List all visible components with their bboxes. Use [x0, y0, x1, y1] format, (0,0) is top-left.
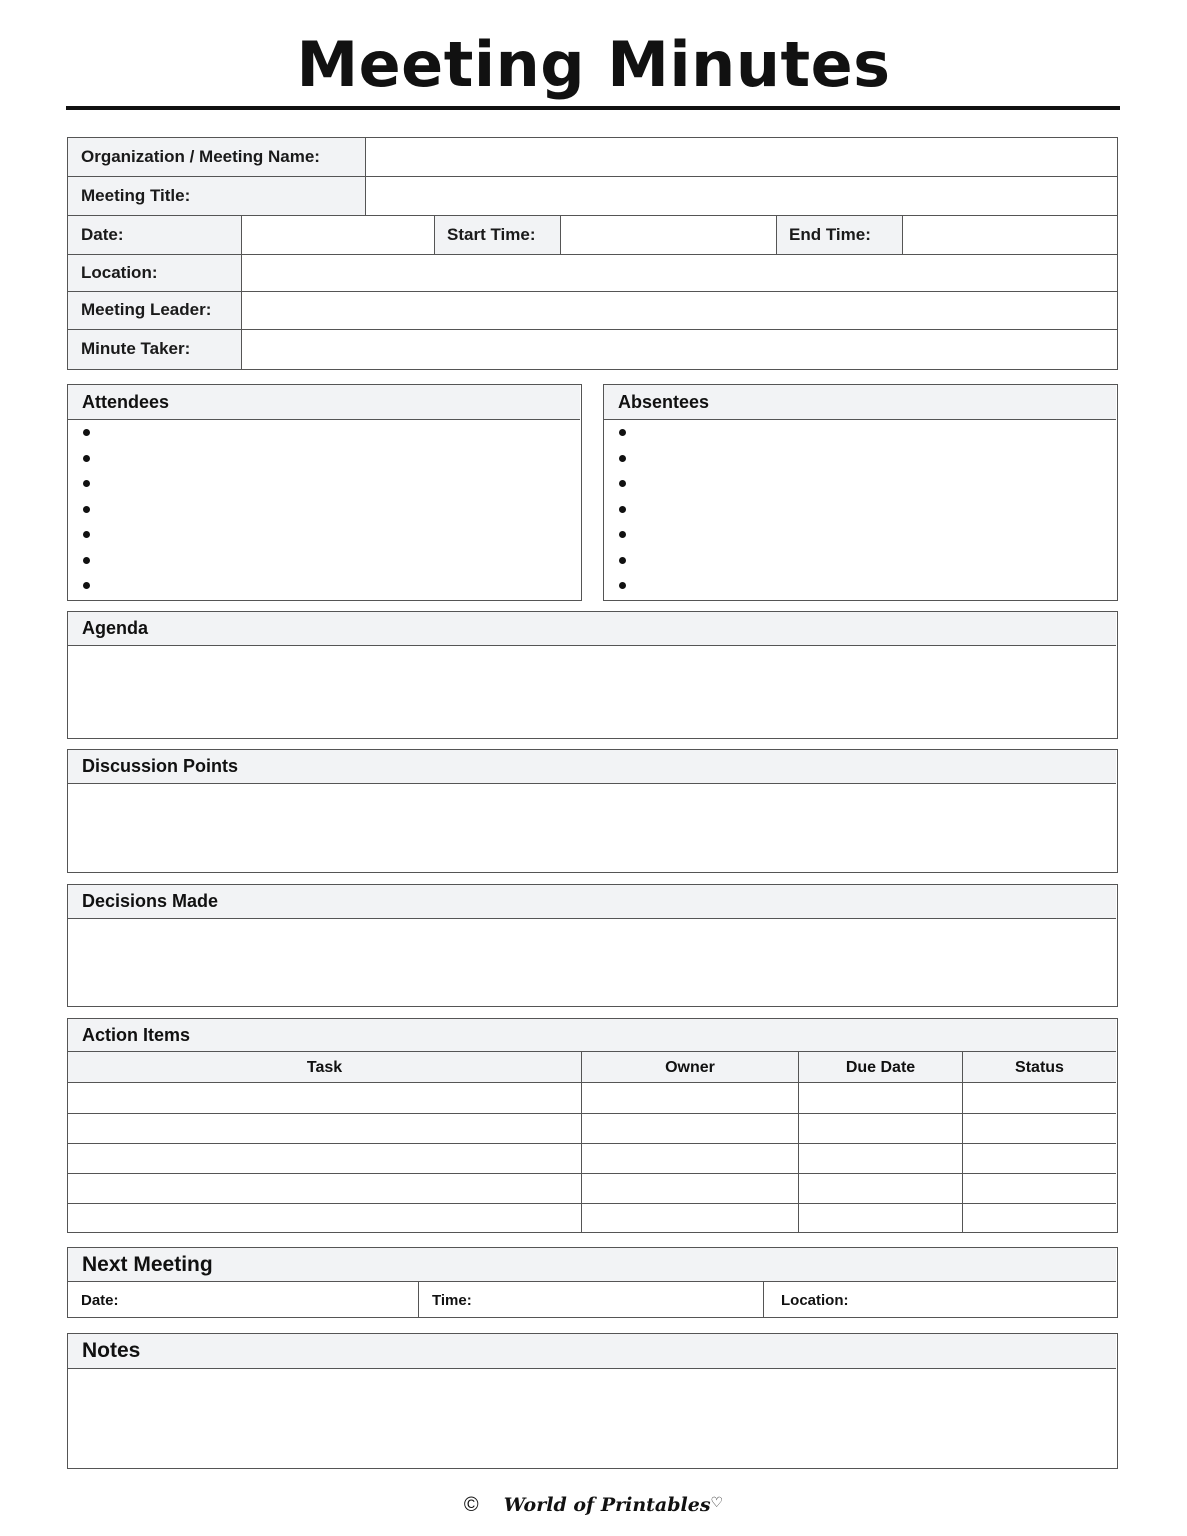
next-time-field[interactable]: Time:: [432, 1291, 472, 1309]
info-row-divider: [68, 254, 1117, 255]
agenda-heading: Agenda: [68, 612, 1116, 646]
next-meeting-heading: Next Meeting: [68, 1248, 1116, 1282]
attendees-box: [67, 384, 582, 601]
action-items-box: [67, 1018, 1118, 1233]
decisions-box: [67, 884, 1118, 1007]
brand-logo: World of Printables: [503, 1494, 711, 1516]
minute-taker-label: Minute Taker:: [68, 329, 241, 369]
minute-taker-field[interactable]: [242, 329, 1117, 369]
start-time-label: Start Time:: [434, 215, 560, 254]
attendee-bullet[interactable]: [68, 421, 580, 447]
location-label: Location:: [68, 254, 241, 291]
heart-icon: ♡: [710, 1494, 724, 1510]
notes-field[interactable]: [68, 1370, 1116, 1467]
info-col-divider: [902, 215, 903, 254]
agenda-box: [67, 611, 1118, 739]
agenda-field[interactable]: [68, 647, 1116, 737]
title-divider: [66, 106, 1120, 110]
end-time-field[interactable]: [903, 215, 1117, 254]
attendee-bullet[interactable]: [68, 574, 580, 600]
copyright-symbol: ©: [463, 1494, 479, 1516]
info-col-divider: [241, 215, 242, 370]
absentee-bullet[interactable]: [604, 447, 1116, 473]
next-date-field[interactable]: Date:: [81, 1291, 119, 1309]
meeting-info-table: [67, 137, 1118, 370]
info-col-divider: [365, 138, 366, 215]
attendees-list[interactable]: [68, 421, 580, 600]
end-time-label: End Time:: [776, 215, 902, 254]
meeting-leader-label: Meeting Leader:: [68, 291, 241, 329]
info-row-divider: [68, 215, 1117, 216]
discussion-heading: Discussion Points: [68, 750, 1116, 784]
table-row[interactable]: [68, 1174, 1116, 1203]
absentee-bullet[interactable]: [604, 574, 1116, 600]
discussion-box: [67, 749, 1118, 873]
absentees-box: [603, 384, 1118, 601]
meeting-title-label: Meeting Title:: [68, 176, 365, 215]
attendee-bullet[interactable]: [68, 447, 580, 473]
next-meeting-divider: [418, 1282, 419, 1317]
notes-heading: Notes: [68, 1334, 1116, 1369]
page-title: Meeting Minutes: [296, 28, 891, 101]
due-date-column-header: Due Date: [845, 1058, 916, 1076]
info-row-divider: [68, 329, 1117, 330]
meeting-title-field[interactable]: [366, 176, 1117, 215]
attendee-bullet[interactable]: [68, 549, 580, 575]
date-field[interactable]: [242, 215, 434, 254]
task-column-header: Task: [306, 1058, 343, 1076]
decisions-field[interactable]: [68, 920, 1116, 1005]
info-col-divider: [434, 215, 435, 254]
decisions-heading: Decisions Made: [68, 885, 1116, 919]
org-name-field[interactable]: [366, 138, 1117, 176]
next-meeting-divider: [763, 1282, 764, 1317]
action-items-heading: Action Items: [68, 1019, 1116, 1052]
absentee-bullet[interactable]: [604, 421, 1116, 447]
absentee-bullet[interactable]: [604, 472, 1116, 498]
discussion-field[interactable]: [68, 785, 1116, 871]
attendee-bullet[interactable]: [68, 472, 580, 498]
info-col-divider: [560, 215, 561, 254]
org-name-label: Organization / Meeting Name:: [68, 138, 365, 176]
start-time-field[interactable]: [561, 215, 776, 254]
location-field[interactable]: [242, 254, 1117, 291]
table-row[interactable]: [68, 1144, 1116, 1173]
table-row[interactable]: [68, 1084, 1116, 1113]
owner-column-header: Owner: [665, 1058, 715, 1076]
absentee-bullet[interactable]: [604, 523, 1116, 549]
info-row-divider: [68, 176, 1117, 177]
attendees-heading: Attendees: [68, 385, 580, 420]
notes-box: [67, 1333, 1118, 1469]
absentee-bullet[interactable]: [604, 498, 1116, 524]
attendee-bullet[interactable]: [68, 523, 580, 549]
meeting-leader-field[interactable]: [242, 291, 1117, 329]
info-col-divider: [776, 215, 777, 254]
footer-credit: [0, 1494, 1187, 1517]
status-column-header: Status: [1015, 1058, 1064, 1076]
date-label: Date:: [68, 215, 241, 254]
table-row[interactable]: [68, 1114, 1116, 1143]
absentees-heading: Absentees: [604, 385, 1116, 420]
next-location-field[interactable]: Location:: [781, 1291, 849, 1309]
absentee-bullet[interactable]: [604, 549, 1116, 575]
attendee-bullet[interactable]: [68, 498, 580, 524]
absentees-list[interactable]: [604, 421, 1116, 600]
next-meeting-box: [67, 1247, 1118, 1318]
table-row[interactable]: [68, 1204, 1116, 1232]
info-row-divider: [68, 291, 1117, 292]
